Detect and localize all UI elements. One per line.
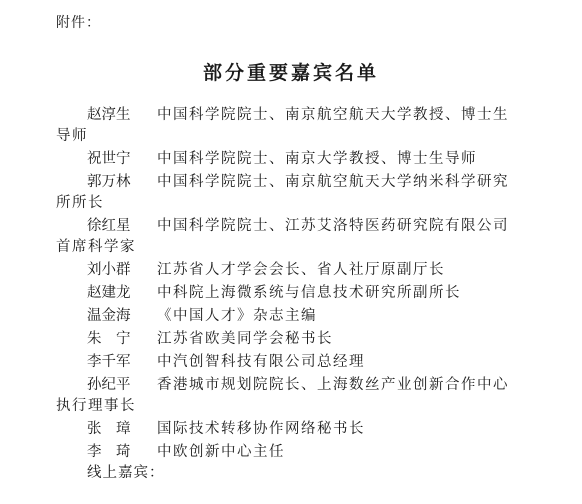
guest-title: 江苏省欧美同学会秘书长 (157, 331, 333, 347)
guest-title: 中汽创智科技有限公司总经理 (157, 354, 365, 370)
guest-name: 孙纪平 (87, 377, 131, 393)
guest-name: 朱 宁 (87, 331, 131, 347)
guest-title: 《中国人才》杂志主编 (157, 308, 317, 324)
guest-title-continued: 所所长 (56, 195, 104, 211)
guest-title: 香港城市规划院院长、上海数丝产业创新合作中心 (157, 377, 509, 393)
guest-name: 赵淳生 (87, 107, 131, 123)
guest-title: 中国科学院院士、南京大学教授、博士生导师 (157, 151, 477, 167)
guest-title-continued: 执行理事长 (56, 398, 136, 414)
guest-entry (0, 216, 582, 258)
guest-title: 江苏省人才学会会长、省人社厅原副厅长 (157, 262, 445, 278)
guest-title: 国际技术转移协作网络秘书长 (157, 421, 365, 437)
guest-title: 中国科学院院士、江苏艾洛特医药研究院有限公司 (157, 218, 509, 234)
document-title: 部分重要嘉宾名单 (202, 62, 379, 84)
guest-entry (0, 419, 582, 440)
guest-entry (0, 260, 582, 281)
guest-entry (0, 329, 582, 350)
guest-entry (0, 283, 582, 304)
guest-entry (0, 375, 582, 417)
guest-entry (0, 306, 582, 327)
guest-title-continued: 首席科学家 (56, 239, 136, 255)
guest-title: 中国科学院院士、南京航空航天大学教授、博士生 (157, 107, 509, 123)
guest-entry (0, 352, 582, 373)
guest-name: 徐红星 (87, 218, 131, 234)
guest-entry (0, 172, 582, 214)
guest-name: 李千军 (87, 354, 131, 370)
guest-entry (0, 442, 582, 463)
guest-title: 中科院上海微系统与信息技术研究所副所长 (157, 285, 461, 301)
guest-entry (0, 149, 582, 170)
guest-entry (0, 105, 582, 147)
online-guests-label: 线上嘉宾： (87, 465, 165, 481)
attachment-label: 附件： (56, 15, 101, 31)
guest-name: 张 璋 (87, 421, 131, 437)
guest-title: 中国科学院院士、南京航空航天大学纳米科学研究 (157, 174, 509, 190)
guest-name: 郭万林 (87, 174, 131, 190)
guest-list (0, 105, 582, 465)
guest-name: 刘小群 (87, 262, 131, 278)
guest-name: 温金海 (87, 308, 131, 324)
guest-name: 赵建龙 (87, 285, 131, 301)
guest-title-continued: 导师 (56, 128, 88, 144)
guest-name: 祝世宁 (87, 151, 131, 167)
guest-name: 李 琦 (87, 444, 131, 460)
guest-title: 中欧创新中心主任 (157, 444, 285, 460)
